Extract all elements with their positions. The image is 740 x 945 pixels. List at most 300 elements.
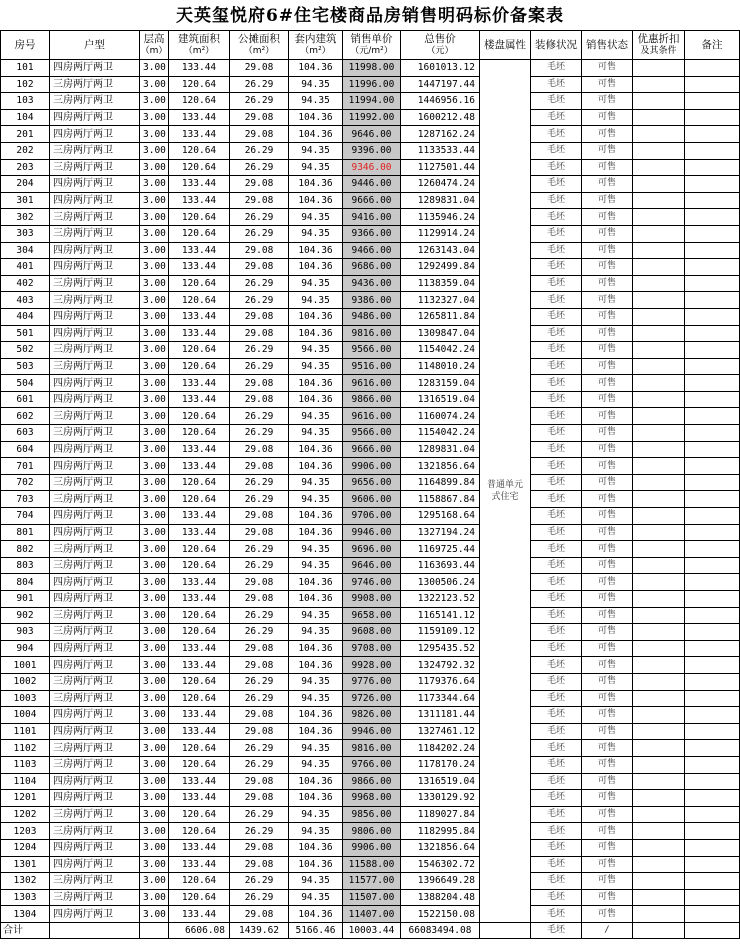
- column-header-label: 户型: [84, 39, 105, 51]
- table-cell: 三房两厅两卫: [50, 491, 140, 508]
- discount-cell: [633, 325, 685, 342]
- table-cell: 3.00: [140, 773, 169, 790]
- table-cell: 133.44: [169, 192, 230, 209]
- table-cell: 29.08: [230, 906, 289, 923]
- table-cell: 1309847.04: [401, 325, 480, 342]
- discount-cell: [633, 591, 685, 608]
- table-row: [1, 756, 740, 773]
- discount-cell: [633, 740, 685, 757]
- table-cell: 1201: [1, 790, 50, 807]
- table-cell: 3.00: [140, 889, 169, 906]
- table-cell: 四房两厅两卫: [50, 574, 140, 591]
- table-cell: 120.64: [169, 358, 230, 375]
- table-cell: 94.35: [289, 76, 343, 93]
- price-record-table: [0, 30, 740, 939]
- table-cell: 94.35: [289, 159, 343, 176]
- table-row: [1, 325, 740, 342]
- table-cell: 602: [1, 408, 50, 425]
- summary-unit-price: 10003.44: [343, 922, 401, 939]
- table-cell: 1292499.84: [401, 259, 480, 276]
- column-header: [531, 31, 582, 60]
- status-cell: 可售: [582, 524, 633, 541]
- table-cell: 1003: [1, 690, 50, 707]
- table-cell: 四房两厅两卫: [50, 60, 140, 77]
- remark-cell: [685, 557, 740, 574]
- status-cell: 可售: [582, 209, 633, 226]
- table-cell: 9816.00: [343, 740, 401, 757]
- table-cell: 133.44: [169, 839, 230, 856]
- table-cell: 3.00: [140, 591, 169, 608]
- table-cell: 26.29: [230, 474, 289, 491]
- remark-cell: [685, 292, 740, 309]
- table-cell: 104.36: [289, 790, 343, 807]
- table-cell: [140, 922, 169, 939]
- table-cell: 9486.00: [343, 308, 401, 325]
- table-row: [1, 723, 740, 740]
- decoration-cell: 毛坯: [531, 773, 582, 790]
- table-cell: 四房两厅两卫: [50, 325, 140, 342]
- table-cell: 3.00: [140, 275, 169, 292]
- remark-cell: [685, 225, 740, 242]
- table-cell: 3.00: [140, 690, 169, 707]
- table-cell: 1321856.64: [401, 458, 480, 475]
- table-cell: 703: [1, 491, 50, 508]
- table-cell: 104.36: [289, 192, 343, 209]
- table-cell: 104.36: [289, 839, 343, 856]
- table-cell: 9606.00: [343, 491, 401, 508]
- status-cell: 可售: [582, 541, 633, 558]
- remark-cell: [685, 358, 740, 375]
- table-cell: 三房两厅两卫: [50, 541, 140, 558]
- table-cell: 3.00: [140, 60, 169, 77]
- discount-cell: [633, 425, 685, 442]
- decoration-cell: 毛坯: [531, 358, 582, 375]
- status-cell: 可售: [582, 508, 633, 525]
- table-row: [1, 508, 740, 525]
- discount-cell: [633, 756, 685, 773]
- discount-cell: [633, 142, 685, 159]
- table-cell: 1004: [1, 707, 50, 724]
- table-cell: 302: [1, 209, 50, 226]
- table-cell: 1388204.48: [401, 889, 480, 906]
- decoration-cell: 毛坯: [531, 524, 582, 541]
- decoration-cell: 毛坯: [531, 624, 582, 641]
- decoration-cell: 毛坯: [531, 375, 582, 392]
- table-cell: 3.00: [140, 93, 169, 110]
- decoration-cell: 毛坯: [531, 342, 582, 359]
- table-cell: 11577.00: [343, 873, 401, 890]
- column-header-label: 公摊面积: [238, 33, 280, 45]
- discount-cell: [633, 790, 685, 807]
- summary-label: 合计: [1, 922, 50, 939]
- table-cell: 9516.00: [343, 358, 401, 375]
- column-header-label: 装修状况: [535, 39, 577, 51]
- table-cell: 94.35: [289, 491, 343, 508]
- table-cell: 702: [1, 474, 50, 491]
- remark-cell: [685, 773, 740, 790]
- table-cell: 3.00: [140, 425, 169, 442]
- table-cell: 29.08: [230, 391, 289, 408]
- status-cell: 可售: [582, 159, 633, 176]
- table-row: [1, 176, 740, 193]
- decoration-cell: 毛坯: [531, 242, 582, 259]
- table-row: [1, 740, 740, 757]
- status-cell: 可售: [582, 591, 633, 608]
- table-cell: 3.00: [140, 209, 169, 226]
- status-cell: 可售: [582, 225, 633, 242]
- table-cell: 303: [1, 225, 50, 242]
- table-row: [1, 690, 740, 707]
- table-cell: 3.00: [140, 740, 169, 757]
- decoration-cell: 毛坯: [531, 790, 582, 807]
- remark-cell: [685, 839, 740, 856]
- table-cell: 3.00: [140, 375, 169, 392]
- table-cell: 120.64: [169, 740, 230, 757]
- table-cell: 29.08: [230, 60, 289, 77]
- table-row: [1, 375, 740, 392]
- status-cell: 可售: [582, 126, 633, 143]
- table-cell: 3.00: [140, 673, 169, 690]
- table-cell: 1396649.28: [401, 873, 480, 890]
- table-cell: 1101: [1, 723, 50, 740]
- table-cell: 9946.00: [343, 723, 401, 740]
- table-cell: 501: [1, 325, 50, 342]
- column-header: [685, 31, 740, 60]
- discount-cell: [633, 873, 685, 890]
- decoration-cell: 毛坯: [531, 657, 582, 674]
- table-row: [1, 790, 740, 807]
- status-cell: 可售: [582, 308, 633, 325]
- table-cell: 3.00: [140, 308, 169, 325]
- table-cell: 9866.00: [343, 773, 401, 790]
- remark-cell: [685, 142, 740, 159]
- table-cell: 120.64: [169, 806, 230, 823]
- remark-cell: [685, 707, 740, 724]
- remark-cell: [685, 474, 740, 491]
- table-cell: 133.44: [169, 60, 230, 77]
- table-cell: 3.00: [140, 707, 169, 724]
- table-cell: 11992.00: [343, 109, 401, 126]
- table-cell: 133.44: [169, 524, 230, 541]
- status-cell: 可售: [582, 441, 633, 458]
- status-cell: 可售: [582, 292, 633, 309]
- table-row: [1, 76, 740, 93]
- table-cell: 三房两厅两卫: [50, 690, 140, 707]
- table-cell: 26.29: [230, 873, 289, 890]
- remark-cell: [685, 873, 740, 890]
- table-row: [1, 889, 740, 906]
- table-cell: 120.64: [169, 76, 230, 93]
- table-row: [1, 873, 740, 890]
- table-cell: 133.44: [169, 773, 230, 790]
- table-row: [1, 773, 740, 790]
- discount-cell: [633, 474, 685, 491]
- status-cell: 可售: [582, 375, 633, 392]
- status-cell: 可售: [582, 790, 633, 807]
- table-row: [1, 806, 740, 823]
- table-cell: 三房两厅两卫: [50, 673, 140, 690]
- table-cell: 104: [1, 109, 50, 126]
- table-cell: 29.08: [230, 441, 289, 458]
- table-cell: 9946.00: [343, 524, 401, 541]
- table-cell: 3.00: [140, 441, 169, 458]
- column-header-unit: （m）: [140, 46, 168, 56]
- table-row: [1, 657, 740, 674]
- table-cell: 120.64: [169, 225, 230, 242]
- table-cell: 604: [1, 441, 50, 458]
- table-cell: 94.35: [289, 425, 343, 442]
- decoration-cell: 毛坯: [531, 192, 582, 209]
- table-cell: 1265811.84: [401, 308, 480, 325]
- table-cell: 26.29: [230, 690, 289, 707]
- discount-cell: [633, 839, 685, 856]
- table-cell: 104.36: [289, 242, 343, 259]
- table-cell: 1204: [1, 839, 50, 856]
- table-cell: 26.29: [230, 889, 289, 906]
- column-header-unit: （元）: [426, 46, 454, 56]
- table-cell: 1182995.84: [401, 823, 480, 840]
- table-cell: 四房两厅两卫: [50, 126, 140, 143]
- remark-cell: [685, 624, 740, 641]
- table-cell: 9696.00: [343, 541, 401, 558]
- table-cell: 1102: [1, 740, 50, 757]
- table-cell: 三房两厅两卫: [50, 358, 140, 375]
- table-cell: 1316519.04: [401, 773, 480, 790]
- discount-cell: [633, 76, 685, 93]
- decoration-cell: 毛坯: [531, 60, 582, 77]
- table-cell: 3.00: [140, 259, 169, 276]
- table-row: [1, 259, 740, 276]
- decoration-cell: 毛坯: [531, 209, 582, 226]
- table-cell: 三房两厅两卫: [50, 142, 140, 159]
- table-cell: 3.00: [140, 408, 169, 425]
- status-cell: 可售: [582, 76, 633, 93]
- table-cell: 104.36: [289, 109, 343, 126]
- table-cell: 四房两厅两卫: [50, 192, 140, 209]
- table-cell: 四房两厅两卫: [50, 242, 140, 259]
- table-cell: 120.64: [169, 690, 230, 707]
- decoration-cell: 毛坯: [531, 474, 582, 491]
- table-cell: 9416.00: [343, 209, 401, 226]
- table-cell: 1447197.44: [401, 76, 480, 93]
- table-cell: 26.29: [230, 607, 289, 624]
- table-cell: 四房两厅两卫: [50, 906, 140, 923]
- decoration-cell: 毛坯: [531, 176, 582, 193]
- table-row: [1, 292, 740, 309]
- discount-cell: [633, 275, 685, 292]
- table-cell: 402: [1, 275, 50, 292]
- status-cell: 可售: [582, 856, 633, 873]
- table-cell: 四房两厅两卫: [50, 856, 140, 873]
- status-cell: 可售: [582, 873, 633, 890]
- table-cell: 9928.00: [343, 657, 401, 674]
- summary-building-area: 6606.08: [169, 922, 230, 939]
- table-cell: 94.35: [289, 292, 343, 309]
- status-cell: 可售: [582, 192, 633, 209]
- table-cell: 103: [1, 93, 50, 110]
- table-cell: 1289831.04: [401, 441, 480, 458]
- column-header-label: 楼盘属性: [484, 39, 526, 51]
- table-cell: 三房两厅两卫: [50, 474, 140, 491]
- table-cell: 120.64: [169, 93, 230, 110]
- table-cell: 26.29: [230, 408, 289, 425]
- table-cell: 9826.00: [343, 707, 401, 724]
- status-cell: 可售: [582, 707, 633, 724]
- table-cell: 9776.00: [343, 673, 401, 690]
- decoration-cell: 毛坯: [531, 873, 582, 890]
- decoration-cell: 毛坯: [531, 126, 582, 143]
- table-cell: 3.00: [140, 906, 169, 923]
- table-cell: 1203: [1, 823, 50, 840]
- decoration-cell: 毛坯: [531, 458, 582, 475]
- table-cell: 601: [1, 391, 50, 408]
- table-cell: 26.29: [230, 740, 289, 757]
- table-cell: 26.29: [230, 209, 289, 226]
- table-cell: 133.44: [169, 508, 230, 525]
- table-cell: 9906.00: [343, 458, 401, 475]
- table-cell: 503: [1, 358, 50, 375]
- table-cell: 120.64: [169, 491, 230, 508]
- discount-cell: [633, 458, 685, 475]
- discount-cell: [633, 557, 685, 574]
- status-cell: 可售: [582, 574, 633, 591]
- table-row: [1, 607, 740, 624]
- table-row: [1, 624, 740, 641]
- table-row: [1, 640, 740, 657]
- table-cell: 9968.00: [343, 790, 401, 807]
- decoration-cell: 毛坯: [531, 557, 582, 574]
- table-cell: 104.36: [289, 176, 343, 193]
- table-cell: 133.44: [169, 790, 230, 807]
- table-cell: 四房两厅两卫: [50, 391, 140, 408]
- table-cell: 1163693.44: [401, 557, 480, 574]
- table-cell: 133.44: [169, 259, 230, 276]
- table-cell: 26.29: [230, 557, 289, 574]
- remark-cell: [685, 906, 740, 923]
- column-header-label: 房号: [14, 39, 36, 51]
- table-cell: 903: [1, 624, 50, 641]
- remark-cell: [685, 756, 740, 773]
- remark-cell: [685, 657, 740, 674]
- table-cell: 四房两厅两卫: [50, 375, 140, 392]
- decoration-cell: 毛坯: [531, 889, 582, 906]
- table-row: [1, 192, 740, 209]
- discount-cell: [633, 607, 685, 624]
- table-cell: 94.35: [289, 690, 343, 707]
- table-cell: 94.35: [289, 275, 343, 292]
- table-cell: 1546302.72: [401, 856, 480, 873]
- table-cell: 1295435.52: [401, 640, 480, 657]
- status-cell: 可售: [582, 740, 633, 757]
- table-cell: 四房两厅两卫: [50, 508, 140, 525]
- table-cell: 29.08: [230, 325, 289, 342]
- table-cell: 3.00: [140, 109, 169, 126]
- table-cell: 401: [1, 259, 50, 276]
- table-row: [1, 574, 740, 591]
- table-row: [1, 541, 740, 558]
- table-cell: 301: [1, 192, 50, 209]
- remark-cell: [685, 391, 740, 408]
- table-cell: 29.08: [230, 308, 289, 325]
- column-header: [480, 31, 531, 60]
- table-cell: 1324792.32: [401, 657, 480, 674]
- discount-cell: [633, 823, 685, 840]
- table-cell: 1289831.04: [401, 192, 480, 209]
- table-row: [1, 209, 740, 226]
- discount-cell: [633, 723, 685, 740]
- column-header-label: 层高: [143, 33, 165, 45]
- table-cell: 1330129.92: [401, 790, 480, 807]
- decoration-cell: 毛坯: [531, 441, 582, 458]
- table-cell: 133.44: [169, 591, 230, 608]
- table-cell: 26.29: [230, 806, 289, 823]
- table-cell: 四房两厅两卫: [50, 441, 140, 458]
- table-cell: 94.35: [289, 225, 343, 242]
- table-cell: 四房两厅两卫: [50, 640, 140, 657]
- table-cell: 29.08: [230, 839, 289, 856]
- remark-cell: [685, 275, 740, 292]
- decoration-cell: 毛坯: [531, 408, 582, 425]
- remark-cell: [685, 574, 740, 591]
- table-cell: 120.64: [169, 292, 230, 309]
- table-cell: 11996.00: [343, 76, 401, 93]
- table-row: [1, 391, 740, 408]
- status-cell: 可售: [582, 275, 633, 292]
- remark-cell: [685, 76, 740, 93]
- table-cell: 三房两厅两卫: [50, 607, 140, 624]
- table-cell: 120.64: [169, 873, 230, 890]
- discount-cell: [633, 209, 685, 226]
- discount-cell: [633, 126, 685, 143]
- table-cell: 120.64: [169, 209, 230, 226]
- table-cell: 120.64: [169, 142, 230, 159]
- discount-cell: [633, 441, 685, 458]
- table-cell: 29.08: [230, 126, 289, 143]
- column-header-label: 建筑面积: [178, 33, 220, 45]
- table-cell: 104.36: [289, 325, 343, 342]
- table-cell: 94.35: [289, 142, 343, 159]
- decoration-cell: 毛坯: [531, 159, 582, 176]
- table-cell: 133.44: [169, 574, 230, 591]
- table-cell: 11507.00: [343, 889, 401, 906]
- decoration-cell: 毛坯: [531, 391, 582, 408]
- table-cell: 1138359.04: [401, 275, 480, 292]
- table-cell: 29.08: [230, 192, 289, 209]
- remark-cell: [685, 425, 740, 442]
- table-cell: 1164899.84: [401, 474, 480, 491]
- remark-cell: [685, 723, 740, 740]
- table-cell: 三房两厅两卫: [50, 889, 140, 906]
- table-cell: 29.08: [230, 856, 289, 873]
- table-cell: 104.36: [289, 773, 343, 790]
- table-row: [1, 441, 740, 458]
- table-cell: 9666.00: [343, 441, 401, 458]
- table-cell: 29.08: [230, 242, 289, 259]
- table-cell: 1154042.24: [401, 342, 480, 359]
- discount-cell: [633, 889, 685, 906]
- table-cell: 3.00: [140, 873, 169, 890]
- discount-cell: [633, 906, 685, 923]
- table-row: [1, 474, 740, 491]
- decoration-cell: 毛坯: [531, 839, 582, 856]
- decoration-cell: 毛坯: [531, 93, 582, 110]
- table-row: [1, 823, 740, 840]
- table-cell: 104.36: [289, 126, 343, 143]
- table-cell: 1327194.24: [401, 524, 480, 541]
- table-cell: 1129914.24: [401, 225, 480, 242]
- table-cell: 1322123.52: [401, 591, 480, 608]
- table-cell: 9666.00: [343, 192, 401, 209]
